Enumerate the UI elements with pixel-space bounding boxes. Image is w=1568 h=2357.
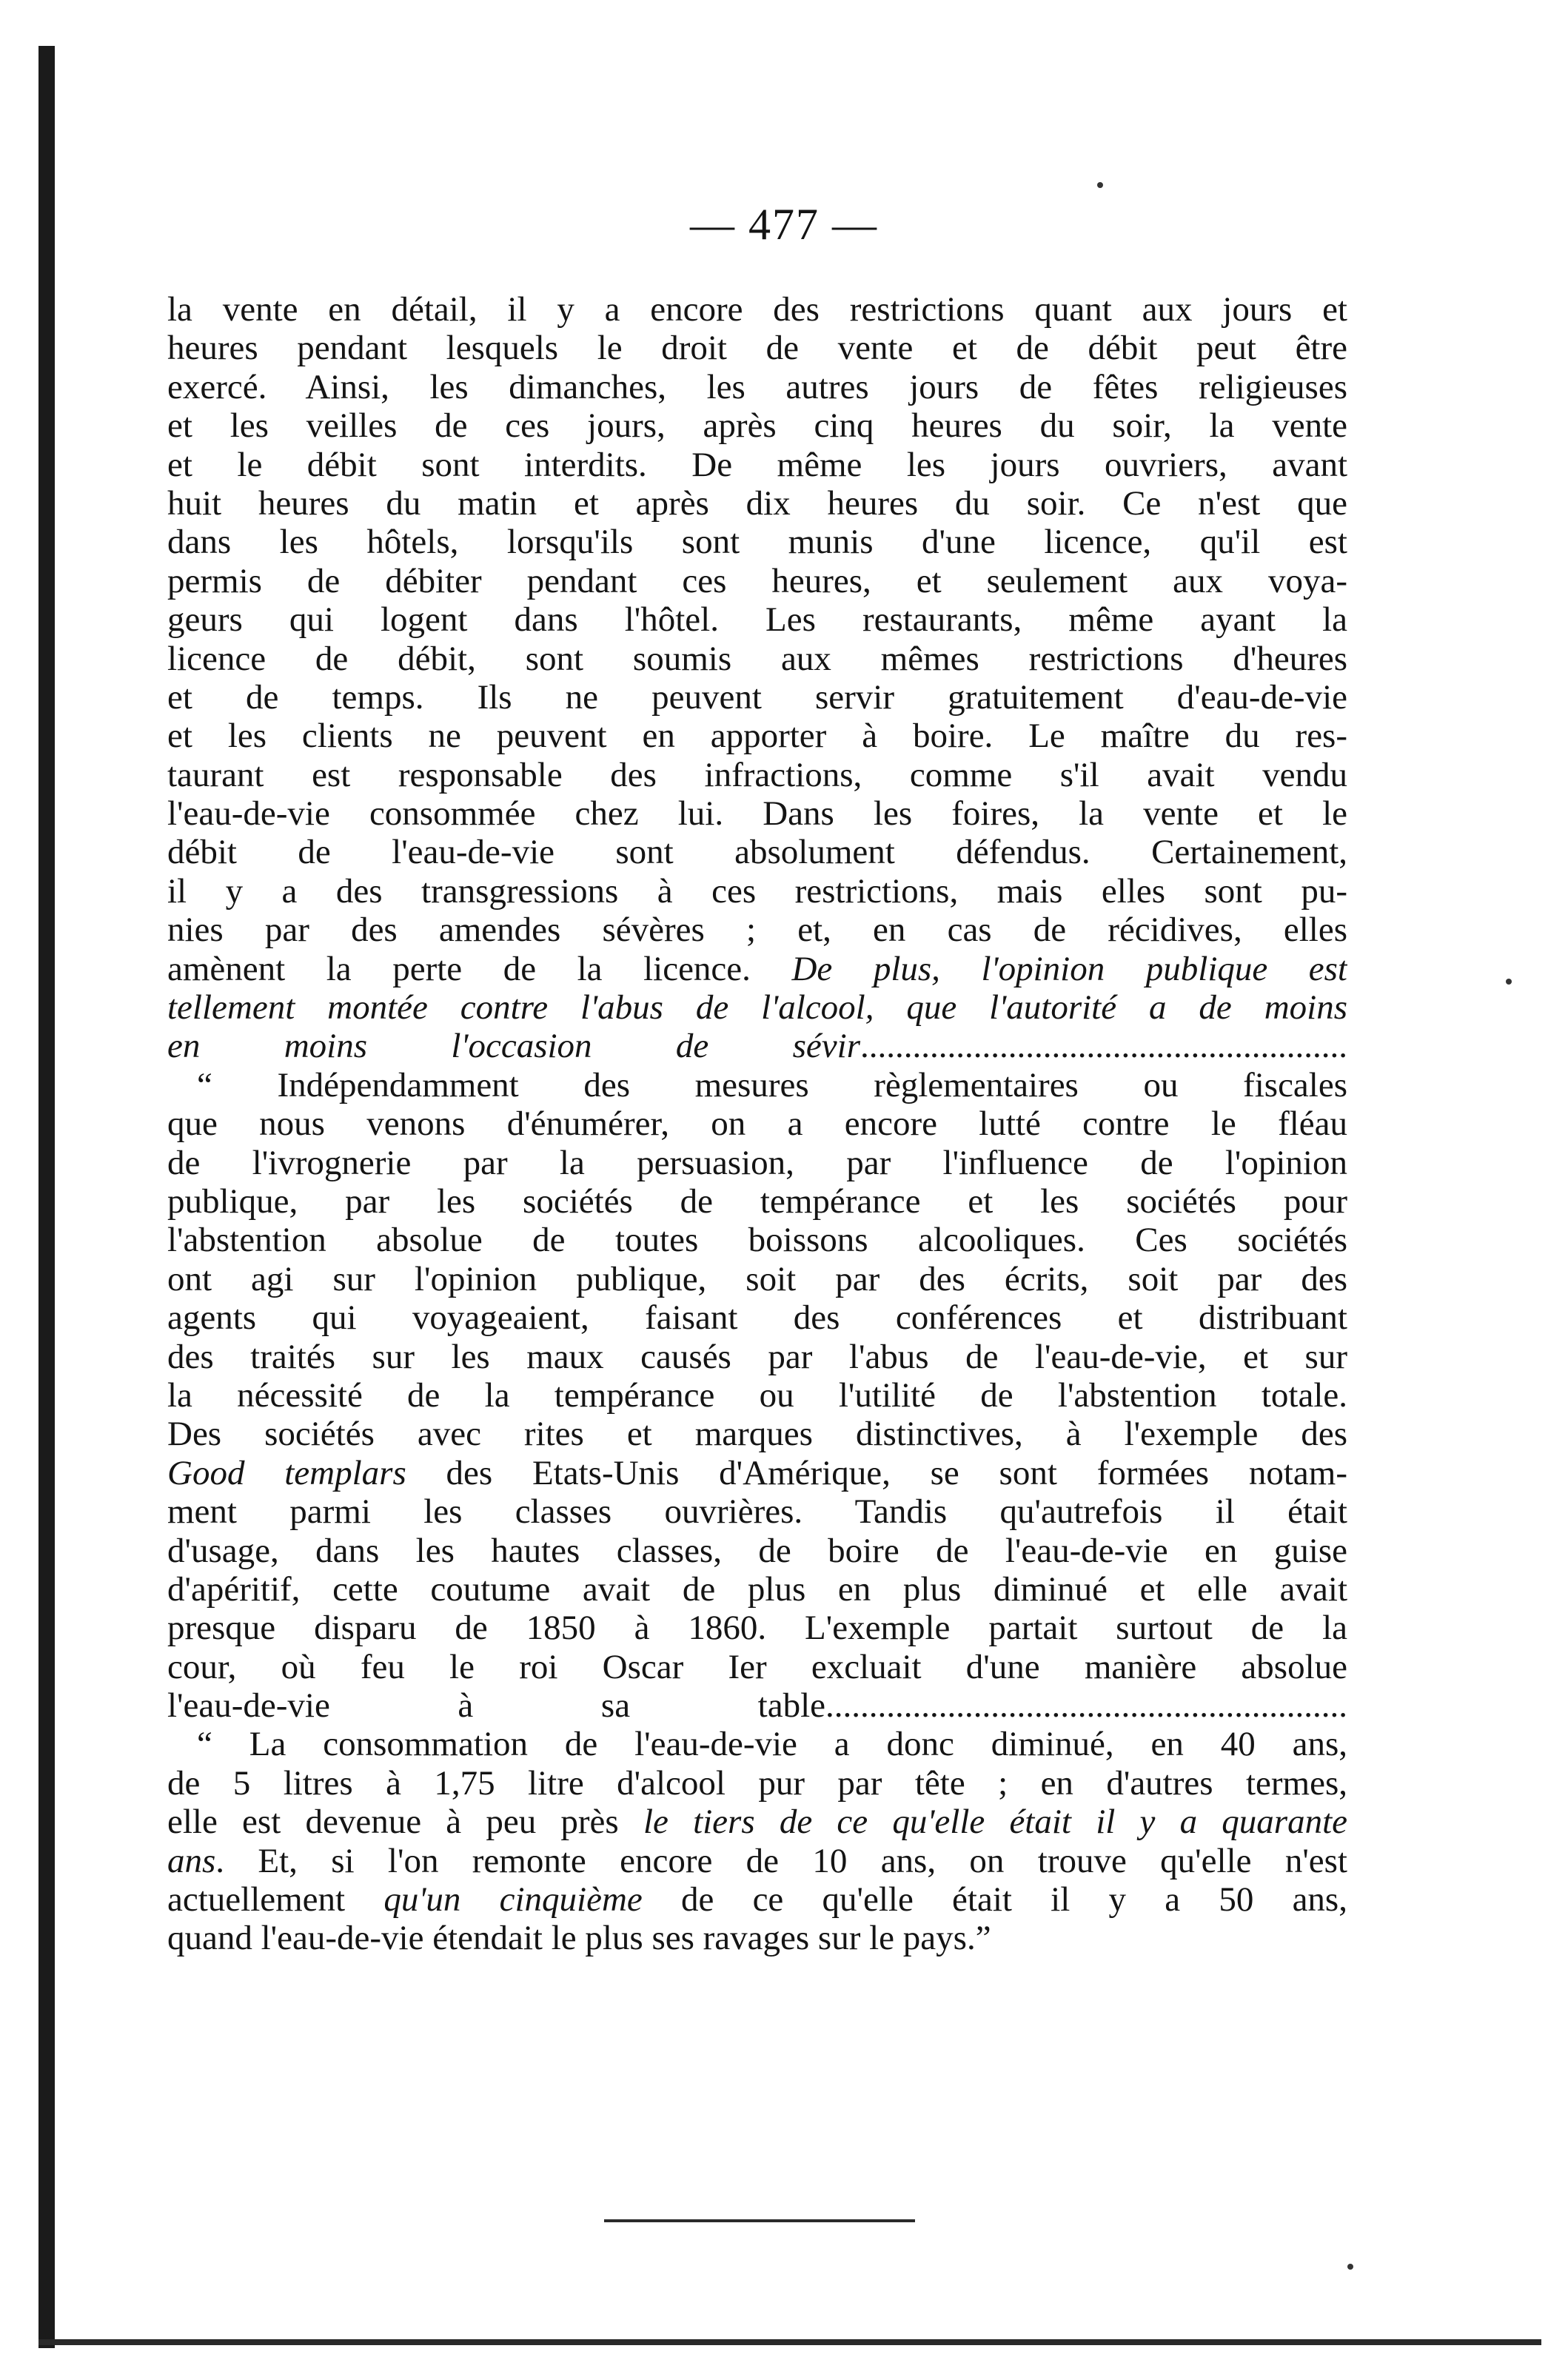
text-line (167, 1725, 1347, 1763)
text-line (167, 290, 1347, 329)
text-segment: huit heures du matin et après dix heures du soir. Ce n'est que (167, 483, 1347, 523)
text-segment: la vente en détail, il y a encore des restrictions quant aux jours et (167, 290, 1347, 329)
text-segment: de l'ivrognerie par la persuasion, par l'influence de l'opinion (167, 1143, 1347, 1182)
text-line (167, 1338, 1347, 1376)
text-line (167, 523, 1347, 561)
text-line (167, 1221, 1347, 1259)
footer-rule (604, 2219, 915, 2222)
text-segment: et le débit sont interdits. De même les jours ouvriers, avant (167, 445, 1347, 484)
italic-text: en moins l'occasion de sévir (167, 1027, 860, 1066)
text-segment: et les veilles de ces jours, après cinq heures du soir, la vente (167, 406, 1347, 446)
text-line (167, 1415, 1347, 1453)
text-segment: d'apéritif, cette coutume avait de plus en plus diminué et elle avait (167, 1569, 1347, 1609)
text-line (167, 1454, 1347, 1492)
text-segment: de 5 litres à 1,75 litre d'alcool pur par tête ; en d'autres termes, (167, 1763, 1347, 1803)
print-speck (1347, 2264, 1353, 2270)
text-line (167, 1648, 1347, 1686)
text-segment: des Etats-Unis d'Amérique, se sont formées notam- (406, 1453, 1347, 1492)
text-line (167, 756, 1347, 794)
text-line (167, 988, 1347, 1027)
text-line (167, 1182, 1347, 1221)
text-segment: licence de débit, sont soumis aux mêmes restrictions d'heures (167, 639, 1347, 678)
text-segment: des traités sur les maux causés par l'abus de l'eau-de-vie, et sur (167, 1337, 1347, 1376)
text-segment: il y a des transgressions à ces restrictions, mais elles sont pu- (167, 871, 1347, 911)
text-segment: de ce qu'elle était il y a 50 ans, (642, 1880, 1347, 1920)
text-segment: geurs qui logent dans l'hôtel. Les restaurants, même ayant la (167, 600, 1347, 640)
page-number: — 477 — (690, 200, 878, 249)
text-segment: agents qui voyageaient, faisant des conférences et distribuant (167, 1298, 1347, 1338)
text-line (167, 1532, 1347, 1570)
text-line (167, 1066, 1347, 1104)
text-line (167, 1570, 1347, 1609)
text-segment: taurant est responsable des infractions, comme s'il avait vendu (167, 755, 1347, 794)
text-line (167, 1027, 1347, 1065)
text-segment: cour, où feu le roi Oscar Ier excluait d'une manière absolue (167, 1647, 1347, 1686)
text-line (167, 872, 1347, 911)
page-bottom-edge (38, 2339, 1541, 2345)
text-line (167, 562, 1347, 600)
text-line (167, 640, 1347, 678)
text-segment: . Et, si l'on remonte encore de 10 ans, on trouve qu'elle n'est (215, 1841, 1347, 1880)
text-line (167, 911, 1347, 949)
text-segment: “ La consommation de l'eau-de-vie a donc diminué, en 40 ans, (197, 1725, 1347, 1764)
text-segment: débit de l'eau-de-vie sont absolument défendus. Certainement, (167, 833, 1347, 872)
text-line (167, 1492, 1347, 1531)
text-line (167, 1260, 1347, 1298)
text-segment: exercé. Ainsi, les dimanches, les autres jours de fêtes religieuses (167, 367, 1347, 406)
text-segment: publique, par les sociétés de tempérance et les sociétés pour (167, 1181, 1347, 1221)
text-line (167, 1919, 1347, 1957)
text-segment: et les clients ne peuvent en apporter à boire. Le maître du res- (167, 717, 1347, 756)
italic-text: ans (167, 1841, 216, 1880)
text-line (167, 1144, 1347, 1182)
text-segment: heures pendant lesquels le droit de vente et de débit peut être (167, 329, 1347, 368)
text-segment: l'eau-de-vie à sa table............................................................ (167, 1686, 1347, 1726)
text-segment: ........................................................ (860, 1027, 1347, 1066)
text-line (167, 717, 1347, 755)
italic-text: qu'un cinquième (383, 1880, 643, 1920)
text-segment: permis de débiter pendant ces heures, et seulement aux voya- (167, 561, 1347, 600)
text-line (167, 600, 1347, 639)
text-line (167, 368, 1347, 406)
text-segment: ont agi sur l'opinion publique, soit par des écrits, soit par des (167, 1259, 1347, 1298)
text-line (167, 329, 1347, 367)
italic-text: Good templars (167, 1453, 406, 1492)
text-line (167, 1880, 1347, 1919)
text-segment: ment parmi les classes ouvrières. Tandis qu'autrefois il était (167, 1492, 1347, 1532)
text-segment: la nécessité de la tempérance ou l'utilité de l'abstention totale. (167, 1375, 1347, 1415)
text-segment: presque disparu de 1850 à 1860. L'exemple partait surtout de la (167, 1609, 1347, 1648)
text-segment: nies par des amendes sévères ; et, en cas de récidives, elles (167, 911, 1347, 950)
text-line (167, 678, 1347, 717)
text-line (167, 1764, 1347, 1803)
text-segment: amènent la perte de la licence. (167, 949, 792, 988)
text-line (167, 406, 1347, 445)
text-segment: elle est devenue à peu près (167, 1803, 643, 1842)
body-text (167, 290, 1347, 1958)
text-line (167, 1686, 1347, 1725)
text-segment: quand l'eau-de-vie étendait le plus ses ravages sur le pays.” (167, 1919, 991, 1958)
text-line (167, 446, 1347, 484)
text-segment: “ Indépendamment des mesures règlementaires ou fiscales (197, 1065, 1347, 1104)
text-line (167, 1842, 1347, 1880)
text-line (167, 950, 1347, 988)
text-segment: l'abstention absolue de toutes boissons alcooliques. Ces sociétés (167, 1221, 1347, 1260)
italic-text: le tiers de ce qu'elle était il y a quarante (643, 1803, 1347, 1842)
text-segment: d'usage, dans les hautes classes, de boire de l'eau-de-vie en guise (167, 1531, 1347, 1570)
text-line (167, 484, 1347, 523)
print-speck (1097, 182, 1103, 188)
text-line (167, 833, 1347, 871)
italic-text: De plus, l'opinion publique est (791, 949, 1347, 988)
text-segment: et de temps. Ils ne peuvent servir gratuitement d'eau-de-vie (167, 677, 1347, 717)
text-segment: Des sociétés avec rites et marques distinctives, à l'exemple des (167, 1415, 1347, 1454)
text-segment: actuellement (167, 1880, 384, 1920)
text-line (167, 1104, 1347, 1143)
text-line (167, 1803, 1347, 1841)
print-speck (1506, 979, 1512, 985)
text-line (167, 794, 1347, 833)
text-line (167, 1298, 1347, 1337)
text-segment: l'eau-de-vie consommée chez lui. Dans les foires, la vente et le (167, 794, 1347, 834)
page-binding-edge (38, 46, 55, 2348)
text-segment: dans les hôtels, lorsqu'ils sont munis d'une licence, qu'il est (167, 523, 1347, 562)
italic-text: tellement montée contre l'abus de l'alcool, que l'autorité a de moins (167, 988, 1347, 1027)
text-line (167, 1609, 1347, 1647)
text-segment: que nous venons d'énumérer, on a encore lutté contre le fléau (167, 1104, 1347, 1144)
text-line (167, 1376, 1347, 1415)
